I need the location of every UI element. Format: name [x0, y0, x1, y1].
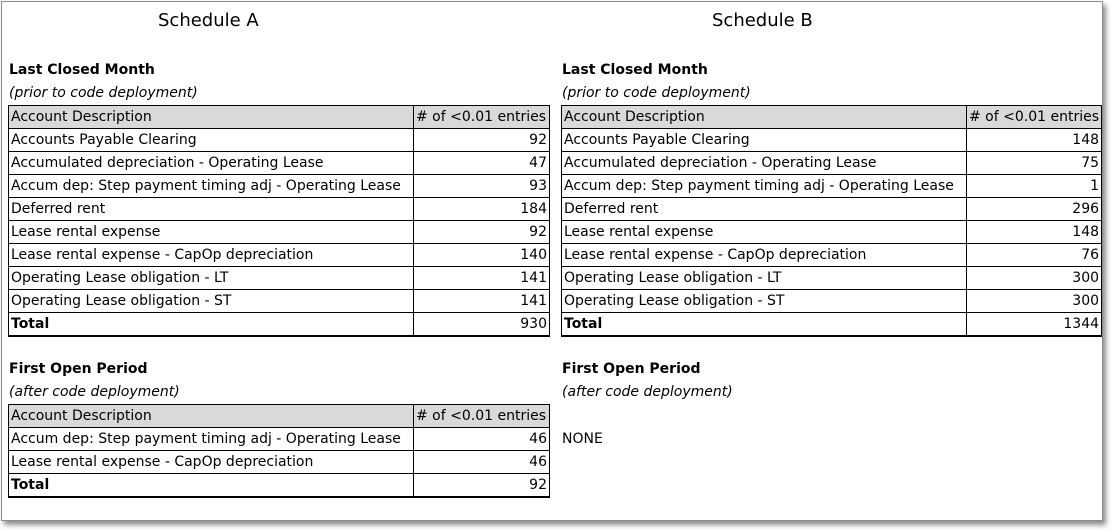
- account-description-cell: Deferred rent: [9, 198, 414, 221]
- entry-count-cell: 47: [414, 152, 550, 175]
- account-description-cell: Lease rental expense - CapOp depreciation: [9, 244, 414, 267]
- column-header-account-description: Account Description: [9, 405, 414, 428]
- account-description-cell: Operating Lease obligation - LT: [9, 267, 414, 290]
- table-row: [9, 428, 550, 451]
- entry-count-cell: 76: [967, 244, 1102, 267]
- account-description-cell: Accumulated depreciation - Operating Lease: [9, 152, 414, 175]
- account-description-cell: Operating Lease obligation - ST: [562, 290, 967, 313]
- entry-count-cell: 300: [967, 290, 1102, 313]
- schedule-b-last-closed-heading: Last Closed Month: [562, 62, 708, 78]
- table-header-row: [562, 106, 1102, 129]
- table-header-row: [9, 106, 550, 129]
- column-header-entry-count: # of <0.01 entries: [414, 106, 550, 129]
- entry-count-cell: 296: [967, 198, 1102, 221]
- entry-count-cell: 140: [414, 244, 550, 267]
- table-row: [9, 451, 550, 474]
- schedule-b-first-open-heading: First Open Period: [562, 361, 701, 377]
- column-header-account-description: Account Description: [9, 106, 414, 129]
- table-row: [9, 198, 550, 221]
- total-value-cell: 92: [414, 474, 550, 498]
- table-row: [9, 152, 550, 175]
- table-row: [562, 152, 1102, 175]
- schedule-a-last-closed-heading: Last Closed Month: [9, 62, 155, 78]
- total-value-cell: 930: [414, 313, 550, 337]
- table-row: [562, 198, 1102, 221]
- account-description-cell: Accum dep: Step payment timing adj - Operating Lease: [562, 175, 967, 198]
- entry-count-cell: 46: [414, 451, 550, 474]
- column-header-entry-count: # of <0.01 entries: [414, 405, 550, 428]
- table-total-row: [9, 313, 550, 337]
- schedule-b-first-open-subheading: (after code deployment): [562, 384, 733, 400]
- table-row: [562, 290, 1102, 313]
- account-description-cell: Accum dep: Step payment timing adj - Operating Lease: [9, 428, 414, 451]
- table-row: [562, 175, 1102, 198]
- schedule-b-last-closed-table: [561, 105, 1102, 337]
- entry-count-cell: 141: [414, 290, 550, 313]
- total-label-cell: Total: [9, 474, 414, 498]
- entry-count-cell: 92: [414, 221, 550, 244]
- schedule-a-first-open-subheading: (after code deployment): [9, 384, 180, 400]
- table-row: [562, 267, 1102, 290]
- entry-count-cell: 300: [967, 267, 1102, 290]
- column-header-account-description: Account Description: [562, 106, 967, 129]
- total-label-cell: Total: [562, 313, 967, 337]
- document-frame: [1, 1, 1103, 521]
- entry-count-cell: 93: [414, 175, 550, 198]
- schedule-a-last-closed-subheading: (prior to code deployment): [9, 85, 198, 101]
- account-description-cell: Accum dep: Step payment timing adj - Operating Lease: [9, 175, 414, 198]
- table-row: [9, 244, 550, 267]
- total-label-cell: Total: [9, 313, 414, 337]
- account-description-cell: Accounts Payable Clearing: [562, 129, 967, 152]
- entry-count-cell: 184: [414, 198, 550, 221]
- account-description-cell: Accumulated depreciation - Operating Lease: [562, 152, 967, 175]
- entry-count-cell: 75: [967, 152, 1102, 175]
- table-row: [9, 129, 550, 152]
- table-total-row: [9, 474, 550, 498]
- table-total-row: [562, 313, 1102, 337]
- schedule-a-first-open-table: [8, 404, 550, 498]
- schedule-b-none-text: NONE: [562, 431, 603, 447]
- account-description-cell: Lease rental expense - CapOp depreciation: [562, 244, 967, 267]
- table-header-row: [9, 405, 550, 428]
- schedule-a-title: Schedule A: [158, 10, 259, 31]
- schedule-b-title: Schedule B: [712, 10, 813, 31]
- table-row: [9, 290, 550, 313]
- account-description-cell: Operating Lease obligation - ST: [9, 290, 414, 313]
- schedule-b-last-closed-subheading: (prior to code deployment): [562, 85, 751, 101]
- entry-count-cell: 92: [414, 129, 550, 152]
- account-description-cell: Lease rental expense - CapOp depreciation: [9, 451, 414, 474]
- account-description-cell: Accounts Payable Clearing: [9, 129, 414, 152]
- table-row: [9, 267, 550, 290]
- column-header-entry-count: # of <0.01 entries: [967, 106, 1102, 129]
- table-row: [9, 221, 550, 244]
- total-value-cell: 1344: [967, 313, 1102, 337]
- table-row: [562, 244, 1102, 267]
- schedule-a-first-open-heading: First Open Period: [9, 361, 148, 377]
- schedule-a-last-closed-table: [8, 105, 550, 337]
- account-description-cell: Lease rental expense: [9, 221, 414, 244]
- entry-count-cell: 148: [967, 129, 1102, 152]
- entry-count-cell: 141: [414, 267, 550, 290]
- table-row: [562, 129, 1102, 152]
- entry-count-cell: 148: [967, 221, 1102, 244]
- account-description-cell: Deferred rent: [562, 198, 967, 221]
- entry-count-cell: 1: [967, 175, 1102, 198]
- account-description-cell: Operating Lease obligation - LT: [562, 267, 967, 290]
- table-row: [562, 221, 1102, 244]
- account-description-cell: Lease rental expense: [562, 221, 967, 244]
- table-row: [9, 175, 550, 198]
- entry-count-cell: 46: [414, 428, 550, 451]
